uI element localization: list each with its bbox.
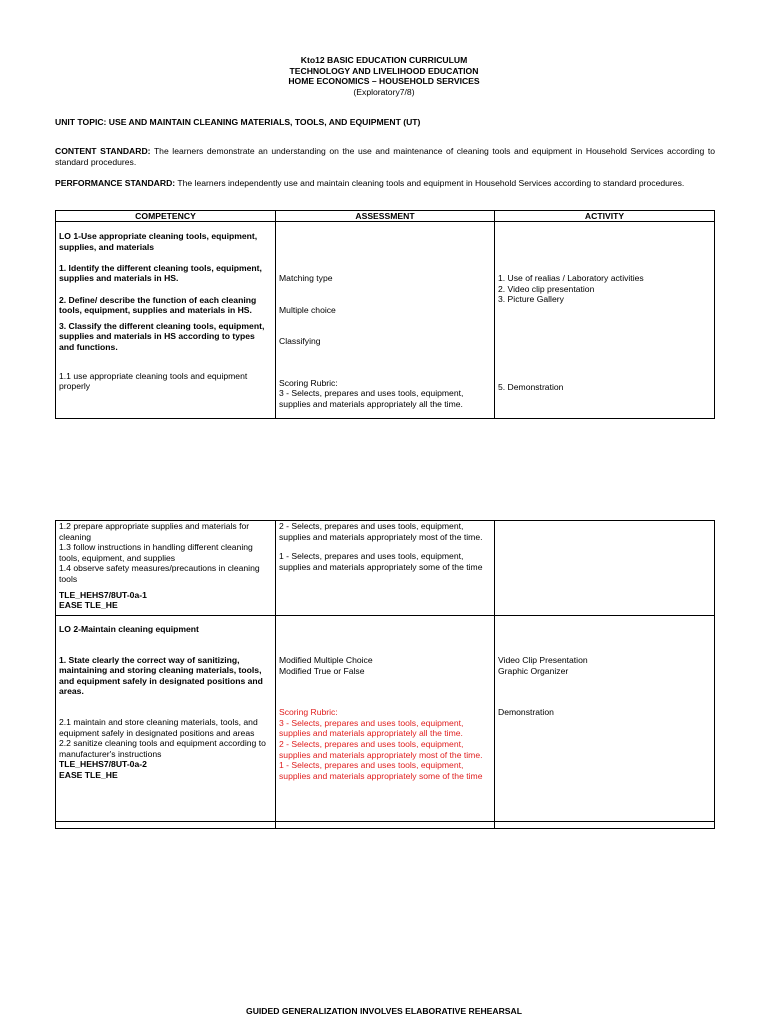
competency-3: 3. Classify the different cleaning tools, equipment, supplies and materials in HS according to types and functions. [59, 320, 265, 352]
table-row [56, 822, 715, 829]
header-competency: COMPETENCY [56, 211, 276, 222]
assessment-classifying: Classifying [279, 336, 321, 347]
performance-standard-label: PERFORMANCE STANDARD: [55, 178, 176, 188]
rubric-level-1: 1 - Selects, prepares and uses tools, equipment, supplies and materials appropriately some of the time [279, 551, 483, 572]
activity-video-clip: Video Clip Presentation [498, 655, 588, 665]
content-standard [55, 146, 715, 167]
competency-4: 1.1 use appropriate cleaning tools and equipment properly [59, 370, 248, 392]
lo2-title: LO 2-Maintain cleaning equipment [59, 624, 199, 634]
table-row [56, 222, 715, 419]
activity-2: 2. Video clip presentation [498, 283, 595, 294]
competency-1-4: 1.4 observe safety measures/precautions in cleaning tools [59, 563, 260, 584]
activity-cell [495, 521, 715, 616]
activity-graphic-organizer: Graphic Organizer [498, 665, 569, 676]
ease-code-1: EASE TLE_HE [59, 600, 118, 611]
assessment-matching: Matching type [279, 273, 333, 283]
header-assessment: ASSESSMENT [276, 211, 495, 222]
header-line-4: (Exploratory7/8) [353, 86, 415, 97]
scoring-rubric-label: Scoring Rubric: [279, 707, 338, 718]
table-row [56, 521, 715, 616]
assessment-modified-true-false: Modified True or False [279, 665, 365, 676]
scoring-rubric-label: Scoring Rubric: [279, 377, 338, 388]
table-row [56, 616, 715, 822]
empty-cell [56, 822, 276, 829]
assessment-cell [276, 521, 495, 616]
assessment-modified-multiple-choice: Modified Multiple Choice [279, 655, 373, 665]
assessment-multiple-choice: Multiple choice [279, 304, 336, 315]
header-activity: ACTIVITY [495, 211, 715, 222]
competency-cell [56, 521, 276, 616]
competency-lo2-1: 1. State clearly the correct way of sanitizing, maintaining and storing cleaning materials, tools, and equipment safely in designated positions and areas. [59, 654, 263, 697]
empty-cell [495, 822, 715, 829]
ease-code-2: EASE TLE_HE [59, 769, 118, 780]
performance-standard-text: The learners independently use and maintain cleaning tools and equipment in Household Services according to standard procedures. [177, 178, 685, 188]
rubric-level-3: 3 - Selects, prepares and uses tools, equipment, supplies and materials appropriately all the time. [279, 388, 464, 409]
competency-1-2: 1.2 prepare appropriate supplies and materials for cleaning [59, 521, 250, 542]
activity-4: 5. Demonstration [498, 381, 564, 392]
activity-3: 3. Picture Gallery [498, 294, 564, 305]
rubric-level-3: 3 - Selects, prepares and uses tools, equipment, supplies and materials appropriately all the time. [279, 717, 464, 739]
document-header [0, 55, 768, 97]
competency-2-2: 2.2 sanitize cleaning tools and equipment according to manufacturer's instructions [59, 738, 266, 759]
assessment-cell [276, 616, 495, 822]
rubric-level-1: 1 - Selects, prepares and uses tools, equipment, supplies and materials appropriately some of the time [279, 760, 483, 781]
competency-table-2 [55, 520, 715, 829]
competency-1-3: 1.3 follow instructions in handling different cleaning tools, equipment, and supplies [59, 542, 253, 563]
competency-cell [56, 222, 276, 419]
table-header-row [56, 211, 715, 222]
activity-cell [495, 616, 715, 822]
rubric-level-2: 2 - Selects, prepares and uses tools, equipment, supplies and materials appropriately most of the time. [279, 738, 483, 760]
header-line-3: HOME ECONOMICS – HOUSEHOLD SERVICES [288, 76, 480, 86]
footer-text: GUIDED GENERALIZATION INVOLVES ELABORATIVE REHEARSAL [246, 1006, 522, 1016]
activity-cell [495, 222, 715, 419]
activity-1: 1. Use of realias / Laboratory activities [498, 273, 644, 283]
competency-1: 1. Identify the different cleaning tools, equipment, supplies and materials in HS. [59, 262, 262, 284]
competency-cell [56, 616, 276, 822]
content-standard-label: CONTENT STANDARD: [55, 146, 151, 156]
lo1-title: LO 1-Use appropriate cleaning tools, equipment, supplies, and materials [59, 231, 258, 252]
competency-2-1: 2.1 maintain and store cleaning materials, tools, and equipment safely in designated positions and areas [59, 716, 258, 738]
header-line-2: TECHNOLOGY AND LIVELIHOOD EDUCATION [289, 65, 479, 76]
rubric-level-2: 2 - Selects, prepares and uses tools, equipment, supplies and materials appropriately most of the time. [279, 521, 483, 542]
content-standard-text: The learners demonstrate an understanding on the use and maintenance of cleaning tools and equipment in Household Services according to standard procedures. [55, 146, 715, 167]
competency-2: 2. Define/ describe the function of each cleaning tools, equipment, supplies and materials in HS. [59, 294, 257, 316]
assessment-cell [276, 222, 495, 419]
header-line-1: Kto12 BASIC EDUCATION CURRICULUM [300, 55, 468, 65]
code-1: TLE_HEHS7/8UT-0a-1 [59, 589, 147, 600]
performance-standard [55, 178, 715, 189]
code-2: TLE_HEHS7/8UT-0a-2 [59, 759, 147, 770]
empty-cell [276, 822, 495, 829]
unit-topic: UNIT TOPIC: USE AND MAINTAIN CLEANING MATERIALS, TOOLS, AND EQUIPMENT (UT) [55, 117, 421, 127]
competency-table-1 [55, 210, 715, 419]
activity-demonstration: Demonstration [498, 707, 554, 718]
